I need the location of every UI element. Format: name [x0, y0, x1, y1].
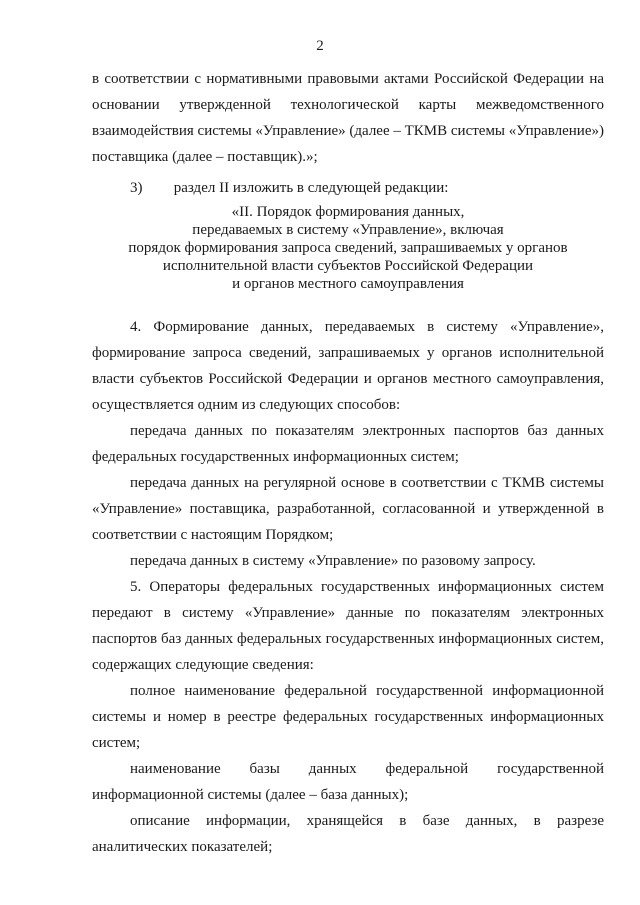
intro-paragraph: в соответствии с нормативными правовыми актами Российской Федерации на основании утвержденной технологической карты межведомственного взаимодействия системы «Управление» (далее – ТКМВ системы «Управление») поставщика (далее – поставщик).»; — [92, 71, 604, 165]
section-heading-line-2: передаваемых в систему «Управление», включая — [192, 222, 504, 238]
paragraph-5-item-2: наименование базы данных федеральной государственной информационной системы (далее – база данных); — [92, 761, 604, 803]
paragraph-5: 5. Операторы федеральных государственных информационных систем передают в систему «Управление» данные по показателям электронных паспортов баз данных федеральных государственных информационных систем, содержащих следующие сведения: — [92, 579, 604, 673]
paragraph-4-item-3: передача данных в систему «Управление» по разовому запросу. — [130, 553, 536, 569]
section-heading-line-3: порядок формирования запроса сведений, запрашиваемых у органов — [128, 240, 568, 256]
paragraph-5-item-3: описание информации, хранящейся в базе данных, в разрезе аналитических показателей; — [92, 813, 604, 855]
list-item-3 — [130, 178, 448, 198]
paragraph-5-item-1: полное наименование федеральной государственной информационной системы и номер в реестре федеральных государственных информационных систем; — [92, 683, 604, 751]
list-item-3-number: 3) — [130, 180, 143, 196]
paragraph-4: 4. Формирование данных, передаваемых в систему «Управление», формирование запроса сведений, запрашиваемых у органов исполнительной власти субъектов Российской Федерации и органов местного самоуправления, осуществляется одним из следующих способов: — [92, 319, 604, 413]
list-item-3-text: раздел II изложить в следующей редакции: — [173, 180, 449, 196]
paragraph-4-item-2: передача данных на регулярной основе в соответствии с ТКМВ системы «Управление» поставщика, разработанной, согласованной и утвержденной в соответствии с настоящим Порядком; — [92, 475, 604, 543]
page-number: 2 — [316, 38, 324, 54]
section-heading-line-4: исполнительной власти субъектов Российской Федерации — [162, 258, 534, 274]
section-heading-line-1: «II. Порядок формирования данных, — [231, 204, 465, 220]
paragraph-4-item-1: передача данных по показателям электронных паспортов баз данных федеральных государственных информационных систем; — [92, 423, 604, 465]
section-heading-line-5: и органов местного самоуправления — [232, 276, 464, 292]
section-heading — [92, 203, 604, 293]
